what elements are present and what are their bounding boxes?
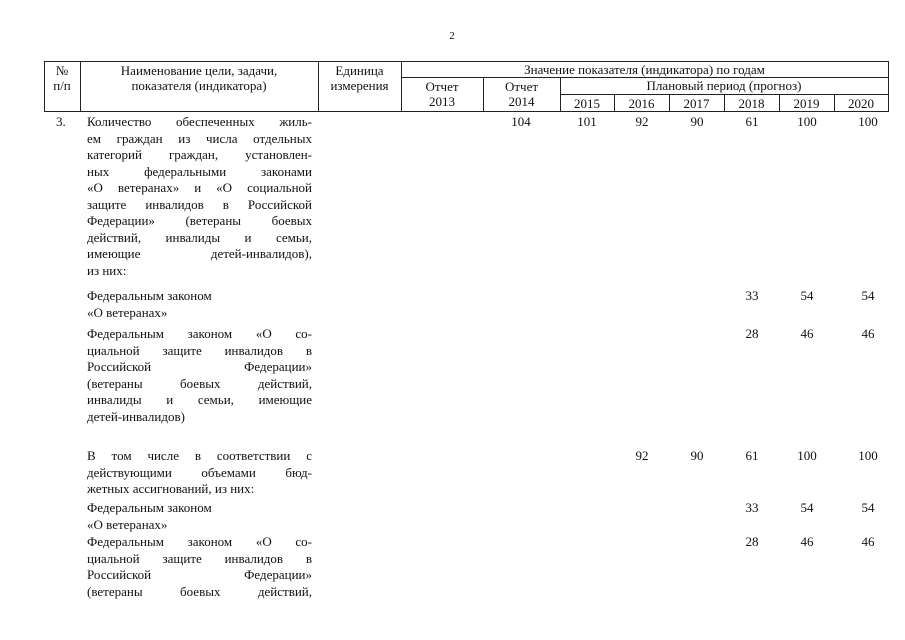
value-2020: 100 — [858, 448, 878, 463]
including-budget-allocations — [87, 448, 312, 498]
page-number: 2 — [449, 30, 455, 42]
desc-line: В том числе в соответствии с — [87, 448, 312, 463]
value-2020: 100 — [858, 114, 878, 129]
desc-line: детей-инвалидов) — [87, 408, 185, 424]
desc-line: защите инвалидов в Российской — [87, 196, 312, 212]
header-name — [80, 63, 318, 93]
header-name-line2: показателя (индикатора) — [131, 78, 267, 93]
sub-indicator-veterans-budget — [87, 500, 312, 533]
desc-line: циальной защите инвалидов в — [87, 342, 312, 358]
header-report-2014-year: 2014 — [508, 94, 535, 109]
desc-line: (ветераны боевых действий, — [87, 583, 312, 599]
value-2019: 54 — [800, 500, 814, 515]
desc-line: Федеральным законом — [87, 500, 212, 515]
header-num-line1: № — [55, 63, 69, 78]
value-2018: 33 — [745, 288, 759, 303]
value-2020: 46 — [861, 534, 875, 549]
desc-line: Количество обеспеченных жиль- — [87, 114, 312, 129]
header-report-2014-label: Отчет — [504, 79, 539, 94]
header-report-2014 — [483, 79, 560, 109]
value-2019: 46 — [800, 326, 814, 341]
table-right-border — [888, 61, 889, 112]
value-2019: 46 — [800, 534, 814, 549]
desc-line: «О ветеранах» и «О социальной — [87, 180, 312, 195]
value-2018: 33 — [745, 500, 759, 515]
row-number: 3. — [56, 114, 66, 129]
value-2017: 90 — [690, 448, 704, 463]
desc-line: Российской Федерации» — [87, 359, 312, 374]
value-2018: 28 — [745, 326, 759, 341]
value-2017: 90 — [690, 114, 704, 129]
header-year-2016: 2016 — [628, 96, 655, 111]
value-2014: 104 — [511, 114, 531, 129]
value-2020: 46 — [861, 326, 875, 341]
desc-line: жетных ассигнований, из них: — [87, 481, 255, 496]
value-2019: 54 — [800, 288, 814, 303]
desc-line: Федеральным законом — [87, 288, 212, 303]
desc-line: Российской Федерации» — [87, 567, 312, 582]
value-2016: 92 — [635, 448, 649, 463]
header-year-2015: 2015 — [574, 96, 600, 111]
value-2018: 61 — [745, 114, 759, 129]
header-plan-period: Плановый период (прогноз) — [646, 78, 802, 93]
header-report-2013 — [401, 79, 483, 109]
value-2016: 92 — [635, 114, 649, 129]
desc-line: (ветераны боевых действий, — [87, 375, 312, 391]
desc-line: действующими объемами бюд- — [87, 464, 312, 480]
indicator-description — [87, 114, 312, 279]
header-values-group: Значение показателя (индикатора) по годам — [524, 62, 765, 77]
header-unit-line1: Единица — [335, 63, 384, 78]
desc-line: категорий граждан, установлен- — [87, 147, 312, 162]
value-2019: 100 — [797, 448, 817, 463]
header-year-2018: 2018 — [738, 96, 765, 111]
desc-line: из них: — [87, 262, 127, 278]
desc-line: имеющие детей-инвалидов), — [87, 246, 312, 261]
sub-indicator-veterans — [87, 288, 312, 321]
desc-line: Федеральным законом «О со- — [87, 534, 312, 549]
value-2020: 54 — [861, 500, 875, 515]
value-2015: 101 — [577, 114, 597, 129]
header-report-2013-label: Отчет — [425, 79, 459, 94]
header-num-line2: п/п — [53, 78, 71, 93]
desc-line: циальной защите инвалидов в — [87, 550, 312, 566]
desc-line: Федеральным законом «О со- — [87, 326, 312, 341]
value-2020: 54 — [861, 288, 875, 303]
desc-line: действий, инвалиды и семьи, — [87, 229, 312, 245]
header-unit-line2: измерения — [330, 78, 389, 93]
value-2019: 100 — [797, 114, 817, 129]
sub-indicator-disabled-protection — [87, 326, 312, 425]
desc-line: «О ветеранах» — [87, 304, 168, 320]
sub-indicator-disabled-protection-budget — [87, 534, 312, 600]
desc-line: «О ветеранах» — [87, 516, 168, 532]
value-2018: 28 — [745, 534, 759, 549]
value-2018: 61 — [745, 448, 759, 463]
header-year-2017: 2017 — [683, 96, 710, 111]
header-year-2019: 2019 — [793, 96, 820, 111]
header-name-line1: Наименование цели, задачи, — [120, 63, 278, 78]
header-bottom-border — [44, 111, 889, 112]
header-year-2020: 2020 — [848, 96, 874, 111]
header-report-2013-year: 2013 — [429, 94, 455, 109]
desc-line: ных федеральными законами — [87, 163, 312, 179]
desc-line: инвалиды и семьи, имеющие — [87, 392, 312, 407]
desc-line: ем граждан из числа отдельных — [87, 130, 312, 146]
header-unit — [318, 63, 401, 93]
header-num — [44, 63, 80, 93]
desc-line: Федерации» (ветераны боевых — [87, 213, 312, 228]
